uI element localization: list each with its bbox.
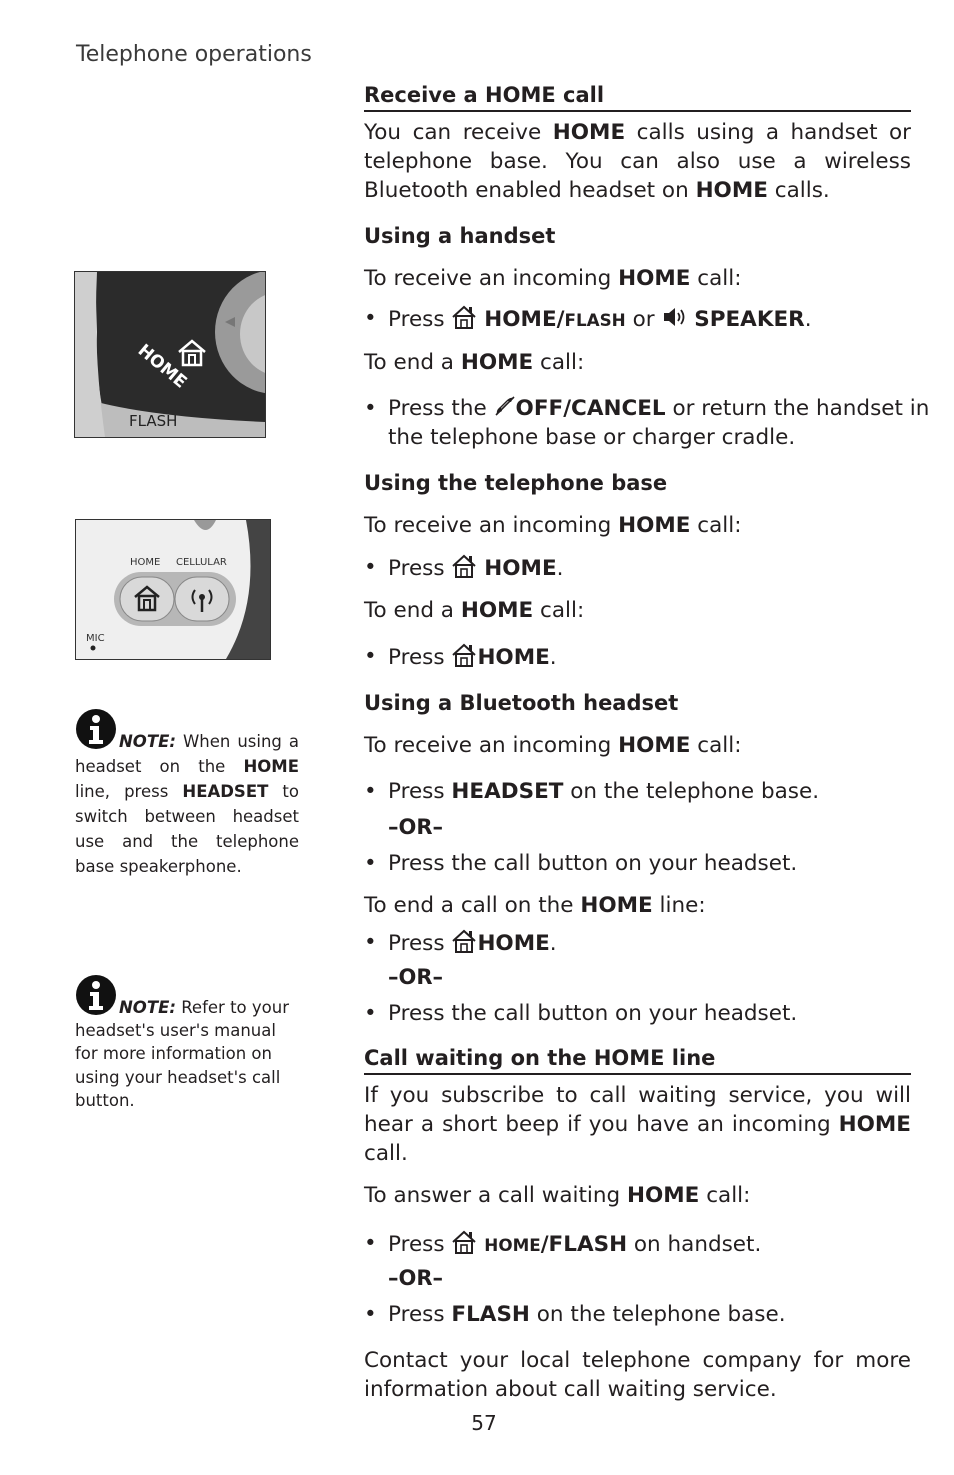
photo-base-cellular-label: CELLULAR: [176, 557, 227, 568]
bluetooth-bullet-call-button-end: • Press the call button on your headset.: [364, 1001, 798, 1026]
bluetooth-receive-line: To receive an incoming HOME call:: [364, 733, 742, 758]
or-separator: –OR–: [388, 965, 444, 989]
photo-base-home-label: HOME: [130, 557, 161, 568]
home-icon: [451, 553, 477, 579]
or-separator: –OR–: [388, 815, 444, 839]
base-end-line: To end a HOME call:: [364, 598, 585, 623]
handset-home-button-photo: [74, 271, 266, 438]
call-waiting-intro: If you subscribe to call waiting service, you will hear a short beep if you have an incoming HOME call.: [364, 1083, 911, 1166]
photo-base-mic-label: MIC: [86, 633, 105, 644]
home-icon: [451, 1229, 477, 1255]
bluetooth-end-line: To end a call on the HOME line:: [364, 893, 706, 918]
receive-home-call-title: Receive a HOME call: [364, 83, 911, 112]
bluetooth-bullet-call-button: • Press the call button on your headset.: [364, 851, 798, 876]
photo-home-label: HOME: [133, 340, 191, 393]
speaker-icon: [661, 304, 687, 330]
call-waiting-title: Call waiting on the HOME line: [364, 1046, 911, 1075]
receive-intro: You can receive HOME calls using a handset or telephone base. You can also use a wireless Bluetooth enabled headset on HOME calls.: [364, 120, 911, 203]
page-number: 57: [471, 1411, 497, 1435]
note-info-icon: [75, 708, 117, 750]
base-receive-line: To receive an incoming HOME call:: [364, 513, 742, 538]
handset-bullet-off-cancel: • Press the OFF/CANCEL or return the handset in the telephone base or charger cradle.: [364, 396, 930, 450]
handset-receive-line: To receive an incoming HOME call:: [364, 266, 742, 291]
handset-heading: Using a handset: [364, 224, 556, 248]
bluetooth-heading: Using a Bluetooth headset: [364, 691, 679, 715]
call-waiting-answer-line: To answer a call waiting HOME call:: [364, 1183, 751, 1208]
bluetooth-bullet-press-home: • Press HOME.: [364, 930, 557, 956]
note-info-icon: [75, 974, 117, 1016]
call-waiting-bullet-flash: • Press FLASH on the telephone base.: [364, 1302, 786, 1327]
off-cancel-icon: [494, 395, 516, 417]
base-heading: Using the telephone base: [364, 471, 668, 495]
bluetooth-bullet-headset: • Press HEADSET on the telephone base.: [364, 779, 820, 804]
or-separator: –OR–: [388, 1266, 444, 1290]
call-waiting-bullet-home-flash: • Press HOME/FLASH on handset.: [364, 1231, 762, 1257]
base-bullet-press-home-end: • Press HOME.: [364, 644, 557, 670]
home-icon: [451, 928, 477, 954]
photo-flash-label: FLASH: [129, 412, 178, 430]
note-headset-switch: NOTE: When using a headset on the HOME line, press HEADSET to switch between headset use and the telephone base speakerphone.: [75, 708, 299, 879]
handset-bullet-press-home: • Press HOME/FLASH or SPEAKER.: [364, 306, 812, 332]
base-home-button-photo: [75, 519, 271, 660]
home-icon: [451, 642, 477, 668]
handset-end-line: To end a HOME call:: [364, 350, 585, 375]
section-header: Telephone operations: [76, 42, 312, 67]
home-icon: [451, 304, 477, 330]
call-waiting-closing: Contact your local telephone company for more information about call waiting service.: [364, 1348, 911, 1402]
base-bullet-press-home: • Press HOME.: [364, 555, 564, 581]
note-headset-manual: NOTE: Refer to your headset's user's manual for more information on using your headset's call button.: [75, 974, 299, 1112]
